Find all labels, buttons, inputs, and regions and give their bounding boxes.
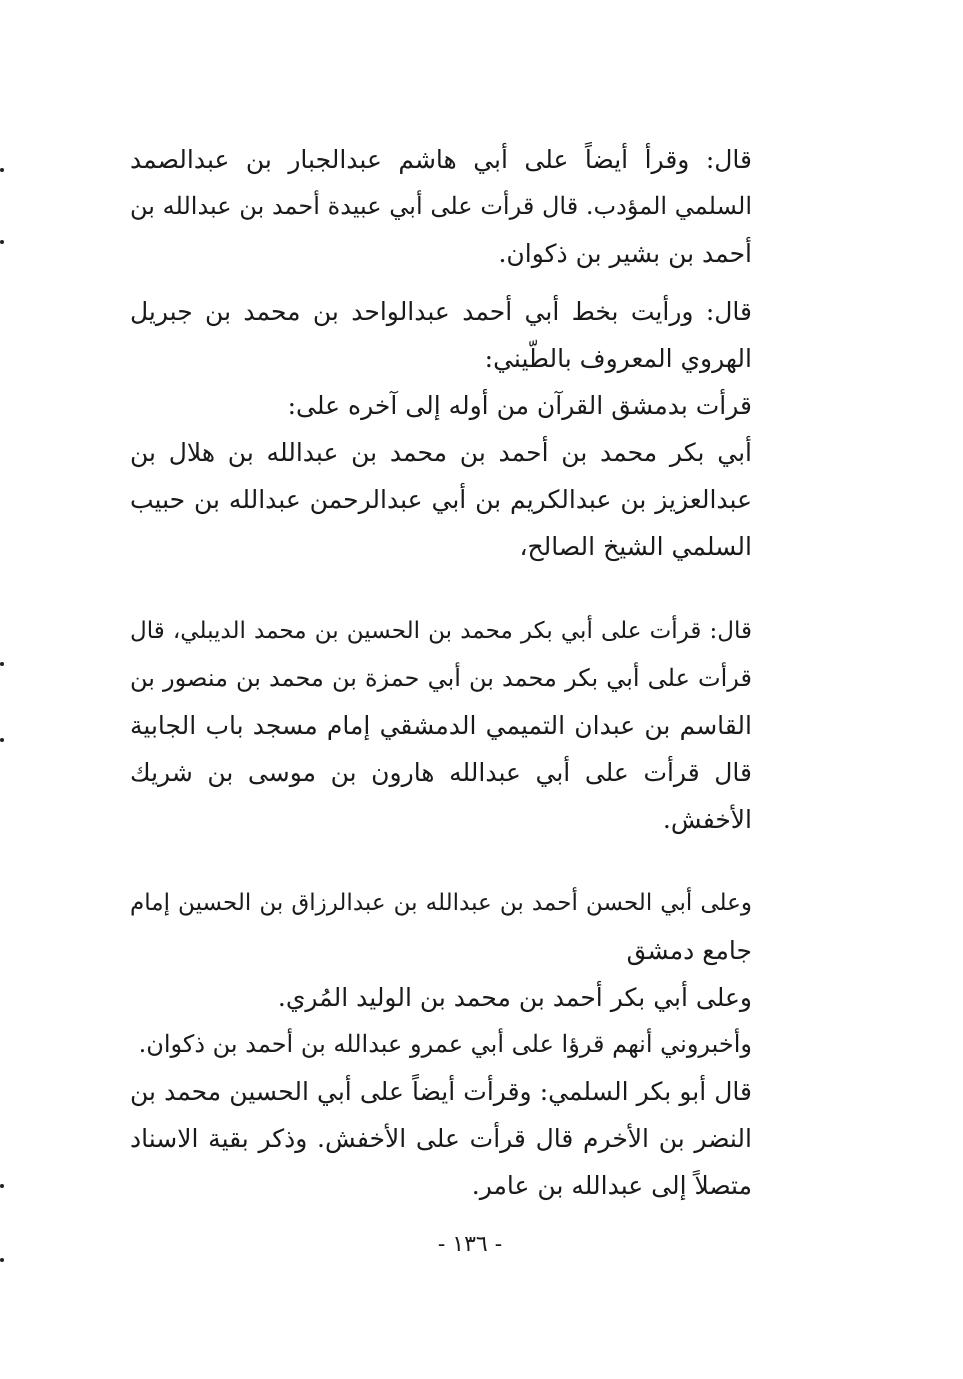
text-line: النضر بن الأخرم قال قرأت على الأخفش. وذكر بقية الاسناد	[130, 1124, 752, 1153]
text-line: قال: قرأت على أبي بكر محمد بن الحسين بن محمد الديبلي، قال	[130, 618, 752, 644]
text-line: جامع دمشق	[626, 936, 752, 965]
text-line: السلمي المؤدب. قال قرأت على أبي عبيدة أحمد بن عبدالله بن	[130, 192, 752, 220]
page-number: - ١٣٦ -	[437, 1232, 503, 1257]
scan-edge-mark	[0, 240, 4, 244]
text-line: أبي بكر محمد بن أحمد بن محمد بن عبدالله بن هلال بن	[130, 438, 752, 467]
text-line: قرأت على أبي بكر محمد بن أبي حمزة بن محمد بن منصور بن	[130, 664, 752, 692]
text-line: قال قرأت على أبي عبدالله هارون بن موسى بن شريك	[130, 758, 752, 787]
text-line: الهروي المعروف بالطّيني:	[484, 344, 752, 373]
text-line: قال أبو بكر السلمي: وقرأت أيضاً على أبي الحسين محمد بن	[130, 1077, 752, 1106]
text-line: السلمي الشيخ الصالح،	[519, 532, 752, 561]
text-line: قرأت بدمشق القرآن من أوله إلى آخره على:	[287, 391, 752, 420]
scan-edge-mark	[0, 738, 4, 742]
scan-edge-mark	[0, 1184, 4, 1188]
text-line: وعلى أبي بكر أحمد بن محمد بن الوليد المُري.	[277, 983, 752, 1012]
text-line: قال: ورأيت بخط أبي أحمد عبدالواحد بن محمد بن جبريل	[130, 297, 752, 326]
scan-edge-mark	[0, 662, 4, 666]
paragraph-3	[130, 608, 752, 843]
text-line: عبدالعزيز بن عبدالكريم بن أبي عبدالرحمن عبدالله بن حبيب	[130, 485, 752, 514]
text-line: وأخبروني أنهم قرؤا على أبي عمرو عبدالله بن أحمد بن ذكوان.	[138, 1030, 752, 1058]
text-line: وعلى أبي الحسن أحمد بن عبدالله بن عبدالرزاق بن الحسين إمام	[130, 890, 752, 916]
text-line: القاسم بن عبدان التميمي الدمشقي إمام مسجد باب الجابية	[130, 711, 752, 740]
paragraph-2	[130, 288, 752, 570]
paragraph-4	[130, 880, 752, 1209]
text-line: أحمد بن بشير بن ذكوان.	[498, 239, 752, 268]
scan-edge-mark	[0, 1258, 4, 1262]
text-line: قال: وقرأ أيضاً على أبي هاشم عبدالجبار بن عبدالصمد	[130, 145, 752, 174]
text-line: الأخفش.	[662, 805, 752, 834]
text-line: متصلاً إلى عبدالله بن عامر.	[471, 1171, 752, 1200]
paragraph-1	[130, 136, 752, 277]
scan-edge-mark	[0, 168, 4, 172]
